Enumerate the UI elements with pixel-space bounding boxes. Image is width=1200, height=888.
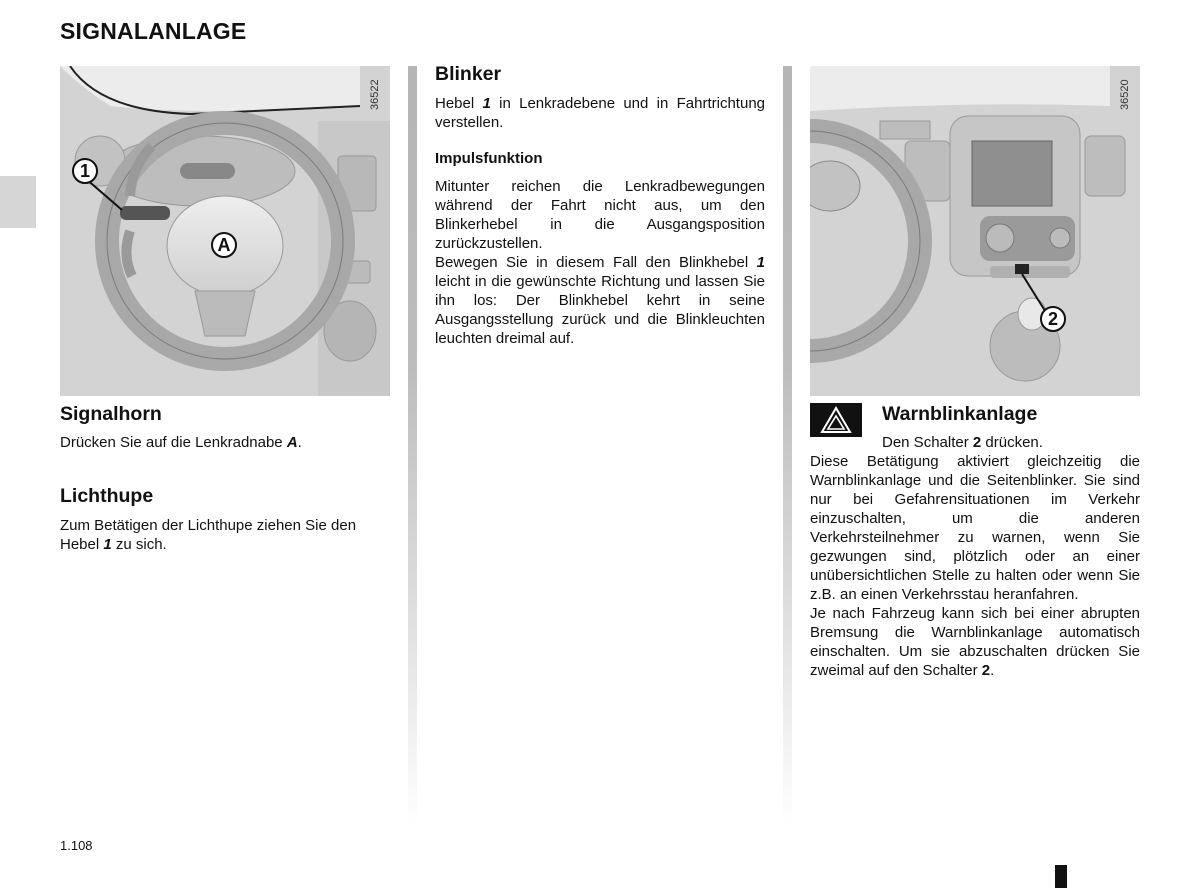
dashboard-illustration	[810, 66, 1140, 396]
heading-warnblinkanlage: Warnblinkanlage	[882, 403, 1038, 425]
heading-lichthupe: Lichthupe	[60, 485, 154, 507]
warnblink-para1: Diese Betätigung aktiviert gleichzeitig die Warnblinkanlage und die Seitenblinker. Sie sind nur bei Gefahrensituationen im Verkehr einzuschalten, um die anderen Verkehrsteilnehmer zu warnen, wenn Sie gezwungen sind, plötzlich oder an einer unübersichtlichen Stelle zu halten oder wenn Sie z.B. an einen Verkehrsstau heranfahren.	[810, 453, 1140, 603]
callout-2: 2	[1040, 306, 1066, 332]
page-title: SIGNALANLAGE	[60, 18, 247, 44]
blinker-intro: Hebel 1 in Lenkradebene und in Fahrtrichtung verstellen.	[435, 95, 766, 131]
figure-code: 36522	[369, 79, 381, 110]
chapter-tab	[0, 176, 36, 228]
right-column	[810, 402, 1140, 680]
corner-mark	[1055, 865, 1067, 888]
warnblink-para2: Je nach Fahrzeug kann sich bei einer abrupten Bremsung die Warnblinkanlage automatisch einschalten. Um sie abzuschalten drücken Sie zweimal auf den Schalter 2.	[810, 605, 1140, 679]
impulsfunktion-para2: Bewegen Sie in diesem Fall den Blinkhebel 1 leicht in die gewünschte Richtung und lassen Sie ihn los: Der Blinkhebel kehrt in seine Ausgangsstellung zurück und die Blinkleuchten leuchten dreimal auf.	[435, 254, 765, 347]
callout-a: A	[211, 232, 237, 258]
steering-wheel-drawing	[60, 66, 390, 396]
page-number: 1.108	[60, 838, 93, 853]
heading-impulsfunktion: Impulsfunktion	[435, 150, 543, 167]
steering-wheel-illustration	[60, 66, 390, 396]
impulsfunktion-para1: Mitunter reichen die Lenkradbewegungen während der Fahrt nicht aus, um den Blinkerhebel in die Ausgangsposition zurückzustellen.	[435, 178, 765, 252]
signalhorn-text: Drücken Sie auf die Lenkradnabe A.	[60, 434, 302, 451]
callout-1: 1	[72, 158, 98, 184]
warnblink-instruction: Den Schalter 2 drücken.	[882, 434, 1043, 451]
middle-column	[435, 62, 765, 348]
lichthupe-text: Zum Betätigen der Lichthupe ziehen Sie den Hebel 1 zu sich.	[60, 517, 357, 553]
dashboard-drawing	[810, 66, 1140, 396]
column-divider-left	[408, 66, 417, 826]
column-divider-right	[783, 66, 792, 826]
figure-code: 36520	[1119, 79, 1131, 110]
left-column	[60, 402, 390, 554]
heading-blinker: Blinker	[435, 63, 502, 85]
heading-signalhorn: Signalhorn	[60, 403, 162, 425]
